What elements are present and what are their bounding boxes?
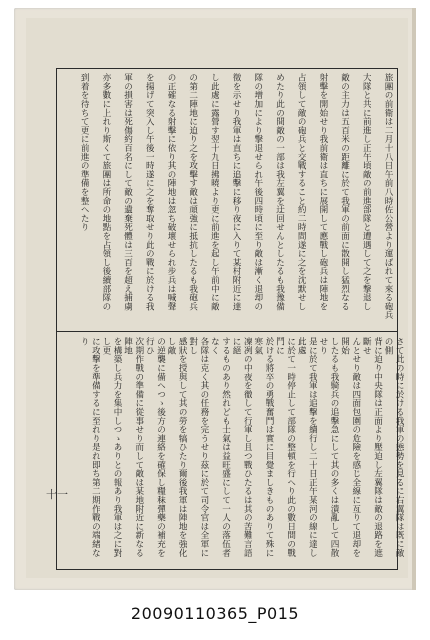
text-column: 於ける將卒の勇戰奮鬥は實に目覺ましきものありて殊に寒氣 <box>252 337 274 557</box>
text-column: 隊の增加により撃退せられ午後四時頃に至り敵は漸く退却の <box>252 73 263 311</box>
text-column: 感狀を授與して其の勞を犒ひたり爾後我軍は陣地を強化し敵 <box>166 337 188 557</box>
text-column: さて此の時に於ける我軍の態勢を見るに右翼隊は既に敵の側 <box>383 337 405 557</box>
text-column: するものあり然れども士氣は益旺盛にして一人の落伍者なく <box>209 337 231 557</box>
text-column: 次期作戰の準備に從事せり而して敵は某地附近に新なる陣地 <box>122 337 144 557</box>
section-divider <box>57 331 397 332</box>
text-column: 凜冽の中夜を徹して行軍し且つ戰ひたるは其の苦難言語に絕 <box>231 337 253 557</box>
text-column: の正確なる射擊に依り其の陣地は忽ち破壞せられ步兵は喊聲 <box>166 73 176 311</box>
footer-id: 20090110365_P015 <box>130 604 300 623</box>
text-column: に於て一時停止して部隊の整頓を行へり此の數日間の戰鬥に <box>274 337 296 557</box>
text-column: に攻擊を準備するに至れり是れ即ち第二期作戰の端緒なり <box>79 337 101 557</box>
text-column: を揚げて突入し午後一時遂に之を奪取せり此の戰に於ける我 <box>144 73 155 311</box>
text-column: 各隊は克く其の任務を完うせり茲に於て司令官は全軍に對し <box>187 337 209 557</box>
text-column: 軍の損害は死傷約百名にして敵の遺棄死體は三百を超え捕虜 <box>122 73 133 311</box>
text-column: の第二陣地に迫り之を攻擊す敵は頑強に抵抗したるも我砲兵 <box>187 73 198 311</box>
text-column: 旅團の前衛は二月十八日午前八時佐公營より運ばれて來る砲兵 <box>383 73 393 320</box>
text-column: 射擊を開始せり我前衛は直ちに展開して應戰し砲兵は陣地を <box>317 73 328 311</box>
text-frame <box>56 68 405 570</box>
text-column: 亦多數に上れり斯くて旅團は所命の地點を占領し後續部隊の <box>100 73 111 311</box>
page-area <box>26 18 408 578</box>
page-edge <box>412 8 416 590</box>
text-column: を構築し兵力を集中しつゝありとの報あり我軍は之に對し更 <box>100 337 123 557</box>
text-column: し此處に露營す翌十九日拂曉より更に前進を起し午前中に敵 <box>209 73 220 311</box>
text-column: 敵の主力は五百米の距離に於て我軍の前面に散開し猛烈なる <box>339 73 350 311</box>
scanned-sheet <box>14 8 416 590</box>
text-column: 到着を待ちて更に前進の準備を整へたり <box>79 73 90 232</box>
text-column: 背に迫り中央隊は正面より壓迫し左翼隊は敵の退路を遮斷せ <box>361 337 383 557</box>
text-column: したるも我騎兵の追擊急にして其の多くは潰亂して四散せり <box>317 337 340 557</box>
text-column: 是に於て我軍は追擊を續行し二十日正午某河の線に達し此處 <box>296 337 318 557</box>
text-column: んとせり敵は四面包圍の危險を感じ全線に亙りて退却を開始 <box>339 337 361 557</box>
text-column: の逆襲に備へつゝ後方の連絡を確保し糧秣彈藥の補充を行ひ <box>144 337 166 557</box>
text-column: 徵を示せり我軍は直ちに追擊に移り夜に入りて某村附近に達 <box>231 73 242 311</box>
text-column: 大隊と共に前進し正午頃敵の前進部隊と遭遇して之を撃退し <box>361 73 372 311</box>
text-column: 占領して敵の砲兵と交戰すること約二時間遂に之を沈默せし <box>296 73 307 311</box>
page-number: 十一 <box>46 488 68 501</box>
text-column: めたり此の間敵の一部は我左翼を迂回せんとしたるも我豫備 <box>274 73 285 311</box>
